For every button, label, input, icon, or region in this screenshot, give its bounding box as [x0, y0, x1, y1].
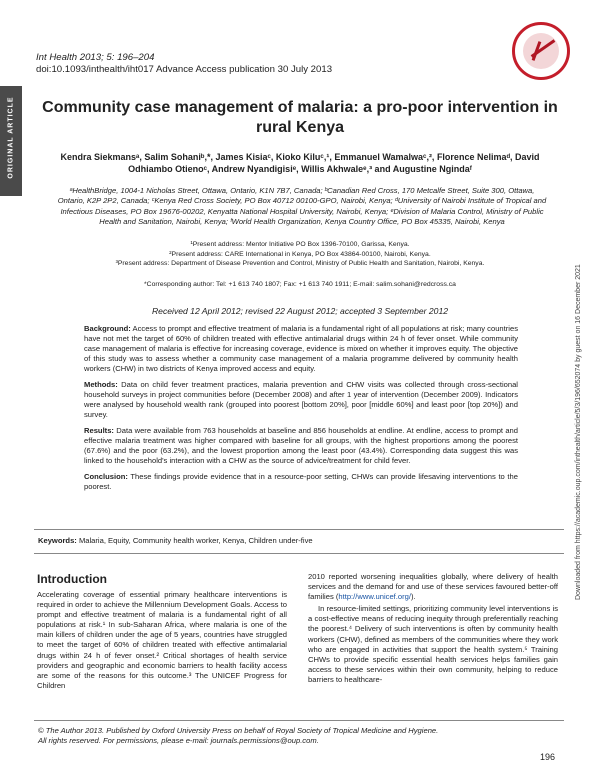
intro-left-column — [37, 590, 287, 691]
background-label: Background: — [84, 324, 131, 333]
intro-paragraph: 2010 reported worsening inequalities globally, where delivery of health services and the demand for and use of these services favoured better-off families (http://www.unicef.org/). — [308, 572, 558, 602]
keywords-label: Keywords: — [38, 536, 77, 545]
keywords-text: Malaria, Equity, Community health worker, Kenya, Children under-five — [76, 536, 313, 545]
journal-citation — [36, 52, 436, 76]
present-address-2: ²Present address: CARE International in Kenya, PO Box 43864-00100, Nairobi, Kenya. — [169, 250, 431, 258]
abstract-background — [84, 324, 518, 374]
page-number: 196 — [540, 752, 556, 762]
author-list: Kendra Siekmansᵃ, Salim Sohaniᵇ,*, James Kisiaᶜ, Kioko Kiluᶜ,¹, Emmanuel Wamalwaᶜ,², Florence Nelimaᵈ, David Odhiambo Otienoᶜ, Andrew Nyandigisiᵉ, Willis Akhwaleᵉ,³ and Augustine Ngindaᶠ — [60, 152, 540, 174]
unicef-link[interactable]: http://www.unicef.org/ — [338, 592, 411, 602]
society-seal-logo — [512, 22, 570, 80]
journal-doi: doi:10.1093/inthealth/iht017 Advance Access publication 30 July 2013 — [36, 64, 333, 75]
article-type-label: ORIGINAL ARTICLE — [7, 96, 15, 179]
download-watermark: Downloaded from https://academic.oup.com/inthealth/article/5/3/196/652074 by guest on 16 December 2021 — [575, 264, 582, 600]
affiliations: ᵃHealthBridge, 1004-1 Nicholas Street, Ottawa, Ontario, K1N 7B7, Canada; ᵇCanadian Red Cross, 170 Metcalfe Street, Suite 300, Ottawa, Ontario, K2P 2P2, Canada; ᶜKenya Red Cross Society, PO Box 40712 00100-GPO, Nairobi, Kenya; ᵈUniversity of Nairobi Institute of Tropical and Infectious Diseases, PO Box 19676-00202, Kenyatta National Hospital University, Nairobi, Kenya; ᵉDivision of Malaria Control, Ministry of Public Health and Sanitation, Nairobi, Kenya; ᶠWorld Health Organization, Kenya Country Office, PO Box 45335, Nairobi, Kenya — [57, 186, 547, 226]
present-address-3: ³Present address: Department of Disease Prevention and Control, Ministry of Public Health and Sanitation, Nairobi, Kenya. — [115, 260, 485, 267]
results-label: Results: — [84, 426, 114, 435]
divider — [34, 529, 564, 530]
copyright-footer — [38, 726, 438, 746]
section-heading-introduction: Introduction — [37, 572, 107, 586]
intro-paragraph: In resource-limited settings, prioritizing community level interventions is a cost-effective means of reducing inequity through preferentially reaching the poorest.⁴ Delivery of such interventions is often by community health workers (CHW), defined as members of the communities where they work who are engaged in activities that support the health system.⁵ Training CHWs to provide specific essential health services helps families gain access to these services within their own community, helping to reduce barriers to healthcare- — [308, 604, 558, 684]
article-type-tab — [0, 86, 22, 196]
methods-label: Methods: — [84, 380, 118, 389]
present-addresses — [100, 240, 500, 269]
conclusion-label: Conclusion: — [84, 472, 128, 481]
conclusion-text: These findings provide evidence that in a resource-poor setting, CHWs can provide lifesaving interventions to the poorest. — [84, 472, 518, 491]
journal-issue: Int Health 2013; 5: 196–204 — [36, 52, 155, 63]
intro-paragraph: Accelerating coverage of essential primary healthcare interventions is required in order to achieve the Millennium Development Goals. Access to prompt and effective treatment of malaria is a fundamental right of all populations at risk.¹ In sub-Saharan Africa, where malaria is one of the main killers of children under the age of 5 years, countries have struggled to meet the target of 60% of children treated with effective antimalarial drugs within 24 h of fever onset.² Critical shortages of health service providers and geographic and economic barriers to health facility access are some of the reasons for this outcome.³ The UNICEF Progress for Children — [37, 590, 287, 690]
present-address-1: ¹Present address: Mentor Initiative PO Box 1396-70100, Garissa, Kenya. — [190, 241, 410, 248]
keywords — [38, 536, 313, 545]
article-title: Community case management of malaria: a pro-poor intervention in rural Kenya — [42, 99, 558, 136]
results-text: Data were available from 763 households at baseline and 856 households at endline. At endline, access to prompt and effective malaria treatment was higher compared with baseline for all groups, with the highest proportions among the poorest (67.6%) and the poor (63.2%), and the lowest proportion among the least poor (43.4%). Corresponding data suggest this was linked to the household's interaction with a CHW as the source of advice/treatment for child fever. — [84, 426, 518, 465]
abstract-conclusion — [84, 472, 518, 492]
copyright-line: © The Author 2013. Published by Oxford University Press on behalf of Royal Society of Tropical Medicine and Hygiene. — [38, 726, 439, 735]
received-dates: Received 12 April 2012; revised 22 August 2012; accepted 3 September 2012 — [151, 306, 449, 316]
permissions-line: All rights reserved. For permissions, please e-mail: journals.permissions@oup.com. — [38, 736, 319, 745]
divider — [34, 720, 564, 721]
divider — [34, 553, 564, 554]
corresponding-author: *Corresponding author: Tel: +1 613 740 1807; Fax: +1 613 740 1911; E-mail: salim.sohani@redcross.ca — [144, 281, 456, 288]
methods-text: Data on child fever treatment practices, malaria prevention and CHW visits was collected through cross-sectional household surveys in project communities before (December 2008) and after 1 year of intervention (December 2009). Indicators were analysed by household wealth rank (grouped into poorest [bottom 20%], poor [middle 60%] and least poor [top 20%]) and survey. — [84, 380, 518, 419]
abstract — [84, 324, 518, 498]
abstract-methods — [84, 380, 518, 420]
intro-right-column — [308, 572, 558, 685]
abstract-results — [84, 426, 518, 466]
background-text: Access to prompt and effective treatment of malaria is a fundamental right of all populations at risk; many countries have not met the target of 60% of children treated with effective antimalarial drugs within 24 h of fever onset. While community case management of malaria is effective for increasing coverage, evidence is mixed on whether it improves equity. The objective of this study was to assess whether a community case management of a malaria programme delivered by community health workers (CHW) in two districts of Kenya improved access and equity. — [84, 324, 518, 373]
